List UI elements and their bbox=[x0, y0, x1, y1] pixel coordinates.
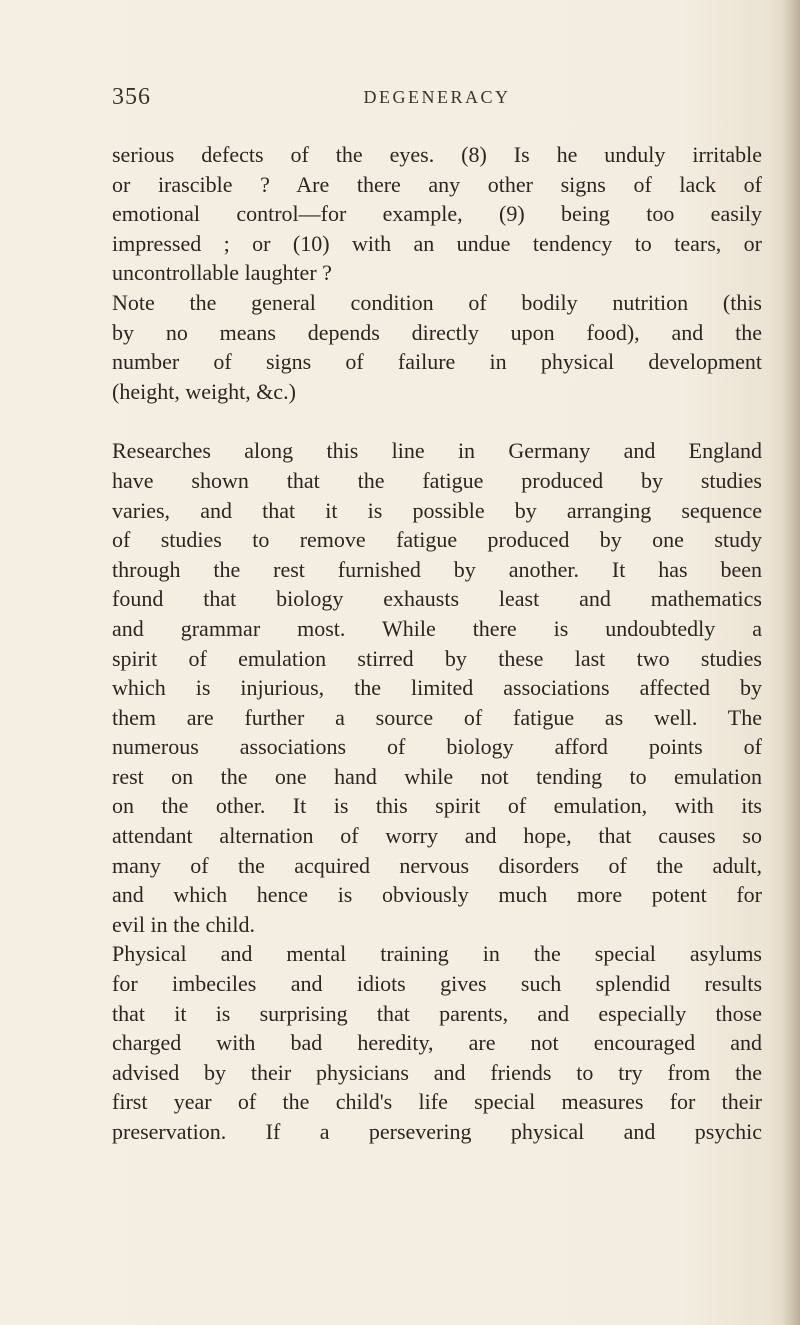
page-header bbox=[112, 84, 762, 114]
paragraph bbox=[112, 140, 762, 288]
text-line: number of signs of failure in physical development bbox=[112, 349, 762, 375]
text-line: uncontrollable laughter ? bbox=[112, 260, 332, 286]
paragraph bbox=[112, 939, 762, 1146]
text-line: Physical and mental training in the special asylums bbox=[112, 941, 762, 967]
text-line: by no means depends directly upon food), and the bbox=[112, 319, 762, 345]
text-line: that it is surprising that parents, and especially those bbox=[112, 1000, 762, 1026]
text-line: through the rest furnished by another. It has been bbox=[112, 556, 762, 582]
text-line: for imbeciles and idiots gives such splendid results bbox=[112, 971, 762, 997]
text-line: have shown that the fatigue produced by studies bbox=[112, 467, 762, 493]
text-line: of studies to remove fatigue produced by one study bbox=[112, 527, 762, 553]
text-line: spirit of emulation stirred by these last two studies bbox=[112, 645, 762, 671]
text-line: varies, and that it is possible by arranging sequence bbox=[112, 497, 762, 523]
text-line: Note the general condition of bodily nutrition (this bbox=[112, 289, 762, 315]
text-line: numerous associations of biology afford points of bbox=[112, 734, 762, 760]
text-line: preservation. If a persevering physical and psychic bbox=[112, 1119, 762, 1144]
text-line: rest on the one hand while not tending to emulation bbox=[112, 763, 762, 789]
text-line: or irascible ? Are there any other signs of lack of bbox=[112, 171, 762, 197]
paragraph bbox=[112, 436, 762, 939]
page-edge-shadow bbox=[782, 0, 800, 1325]
text-line: (height, weight, &c.) bbox=[112, 378, 296, 404]
paragraph-spacer bbox=[112, 406, 762, 436]
body-text bbox=[112, 140, 762, 1147]
text-line: serious defects of the eyes. (8) Is he unduly irritable bbox=[112, 142, 762, 167]
page-number: 356 bbox=[112, 84, 151, 110]
text-line: many of the acquired nervous disorders of the adult, bbox=[112, 852, 762, 878]
text-line: which is injurious, the limited associations affected by bbox=[112, 675, 762, 701]
text-line: first year of the child's life special measures for their bbox=[112, 1089, 762, 1115]
text-line: attendant alternation of worry and hope, that causes so bbox=[112, 823, 762, 849]
text-line: emotional control—for example, (9) being too easily bbox=[112, 201, 762, 227]
text-line: Researches along this line in Germany and England bbox=[112, 438, 762, 464]
text-line: on the other. It is this spirit of emulation, with its bbox=[112, 793, 762, 819]
text-line: charged with bad heredity, are not encouraged and bbox=[112, 1030, 762, 1056]
text-line: advised by their physicians and friends to try from the bbox=[112, 1059, 762, 1085]
text-line: impressed ; or (10) with an undue tendency to tears, or bbox=[112, 230, 762, 256]
text-line: found that biology exhausts least and mathematics bbox=[112, 586, 762, 612]
text-line: and which hence is obviously much more potent for bbox=[112, 882, 762, 908]
text-line: them are further a source of fatigue as well. The bbox=[112, 704, 762, 730]
paragraph bbox=[112, 288, 762, 406]
text-line: evil in the child. bbox=[112, 911, 255, 937]
text-line: and grammar most. While there is undoubtedly a bbox=[112, 615, 762, 641]
running-head: DEGENERACY bbox=[363, 87, 511, 107]
